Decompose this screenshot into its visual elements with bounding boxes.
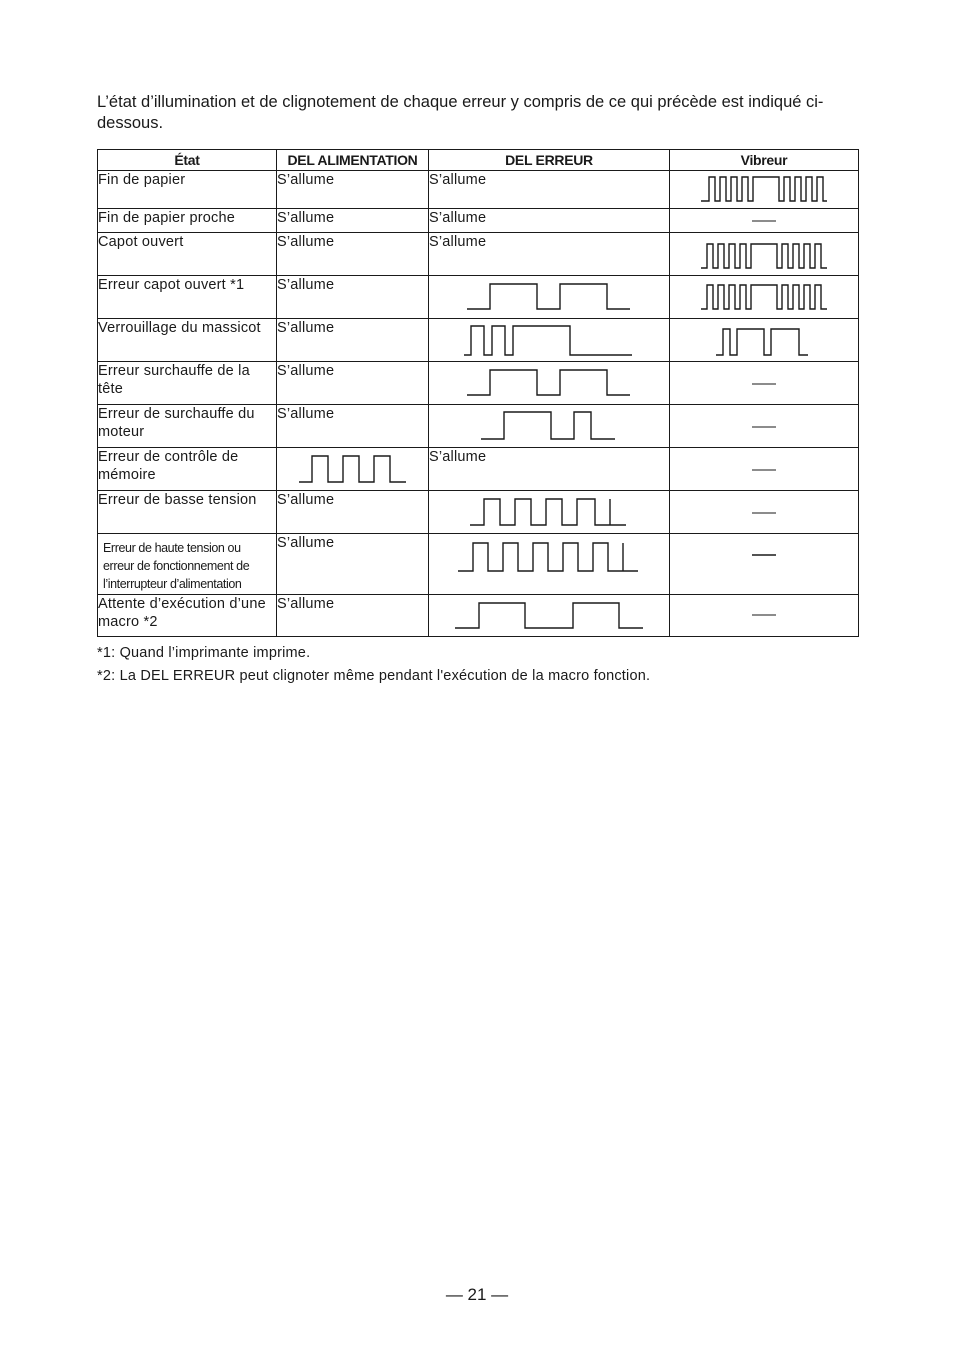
- dash-off-icon: [744, 209, 784, 231]
- cell-etat: Capot ouvert: [98, 233, 277, 276]
- cell-power: S’allume: [277, 209, 429, 233]
- waveform-beep-4-4-icon: [699, 171, 829, 205]
- cell-power: S’allume: [277, 534, 429, 595]
- cell-vibreur: [670, 405, 859, 448]
- intro-text: L’état d’illumination et de clignotement de chaque erreur y compris de ce qui précède est indiqué ci-dessous.: [97, 93, 824, 132]
- waveform-blink-1-1-icon: [479, 405, 619, 443]
- cell-error: [429, 491, 670, 534]
- cell-vibreur: [670, 319, 859, 362]
- footnote-2: *2: La DEL ERREUR peut clignoter même pendant l'exécution de la macro fonction.: [97, 668, 651, 684]
- cell-vibreur: [670, 491, 859, 534]
- waveform-blink-4-icon: [468, 491, 630, 529]
- cell-power: [277, 448, 429, 491]
- cell-power: S’allume: [277, 233, 429, 276]
- cell-vibreur: [670, 233, 859, 276]
- cell-error: S’allume: [429, 448, 670, 491]
- waveform-blink-slow-icon: [465, 362, 633, 400]
- header-etat: État: [98, 150, 277, 171]
- cell-etat: Erreur de surchauffe du moteur: [98, 405, 277, 448]
- table-row: [98, 319, 859, 362]
- header-del-alimentation: DEL ALIMENTATION: [277, 150, 429, 171]
- table-header-row: [98, 150, 859, 171]
- dash-off-icon: [744, 448, 784, 486]
- cell-power: S’allume: [277, 595, 429, 637]
- cell-error: S’allume: [429, 209, 670, 233]
- waveform-beep-4-4-icon: [699, 276, 829, 314]
- dash-off-icon: [744, 595, 784, 633]
- footnote-1: *1: Quand l’imprimante imprime.: [97, 645, 311, 661]
- table-row: [98, 595, 859, 637]
- cell-vibreur: [670, 276, 859, 319]
- header-del-erreur: DEL ERREUR: [429, 150, 670, 171]
- cell-etat: Attente d’exécution d’une macro *2: [98, 595, 277, 637]
- cell-etat: Erreur de basse tension: [98, 491, 277, 534]
- cell-etat: Erreur capot ouvert *1: [98, 276, 277, 319]
- table-row: [98, 448, 859, 491]
- cell-power: S’allume: [277, 171, 429, 209]
- waveform-beep-2-long-icon: [714, 319, 814, 359]
- table-row: [98, 362, 859, 405]
- cell-error: S’allume: [429, 171, 670, 209]
- cell-etat: Fin de papier: [98, 171, 277, 209]
- cell-error: [429, 534, 670, 595]
- waveform-blink-slow-icon: [465, 276, 633, 314]
- table-row: [98, 233, 859, 276]
- cell-etat: Erreur surchauffe de la tête: [98, 362, 277, 405]
- cell-error: [429, 362, 670, 405]
- cell-error: [429, 595, 670, 637]
- waveform-blink-2-long-icon: [462, 319, 636, 359]
- cell-power: S’allume: [277, 491, 429, 534]
- cell-vibreur: [670, 534, 859, 595]
- page-number: — 21 —: [445, 1285, 509, 1304]
- cell-etat: Erreur de contrôle de mémoire: [98, 448, 277, 491]
- cell-power: S’allume: [277, 319, 429, 362]
- waveform-blink-wide-icon: [453, 595, 645, 633]
- table-row: [98, 405, 859, 448]
- cell-vibreur: [670, 171, 859, 209]
- dash-off-icon: [744, 534, 784, 576]
- table-row: [98, 491, 859, 534]
- waveform-blink-6-icon: [456, 534, 642, 576]
- table-row: [98, 209, 859, 233]
- header-vibreur: Vibreur: [670, 150, 859, 171]
- cell-vibreur: [670, 595, 859, 637]
- dash-off-icon: [744, 362, 784, 400]
- dash-off-icon: [744, 491, 784, 529]
- cell-etat: Erreur de haute tension ou erreur de fonctionnement de l’interrupteur d’alimentation: [98, 534, 277, 595]
- dash-off-icon: [744, 405, 784, 443]
- cell-vibreur: [670, 448, 859, 491]
- cell-power: S’allume: [277, 276, 429, 319]
- cell-power: S’allume: [277, 405, 429, 448]
- table-row: [98, 171, 859, 209]
- cell-vibreur: [670, 362, 859, 405]
- cell-etat: Fin de papier proche: [98, 209, 277, 233]
- table-row: [98, 276, 859, 319]
- cell-power: S’allume: [277, 362, 429, 405]
- cell-error: [429, 319, 670, 362]
- cell-error: [429, 405, 670, 448]
- cell-error: S’allume: [429, 233, 670, 276]
- cell-error: [429, 276, 670, 319]
- cell-etat: Verrouillage du massicot: [98, 319, 277, 362]
- waveform-blink-3-icon: [297, 448, 409, 486]
- status-table: [97, 149, 859, 637]
- waveform-beep-4-4-icon: [699, 233, 829, 271]
- cell-vibreur: [670, 209, 859, 233]
- table-row: [98, 534, 859, 595]
